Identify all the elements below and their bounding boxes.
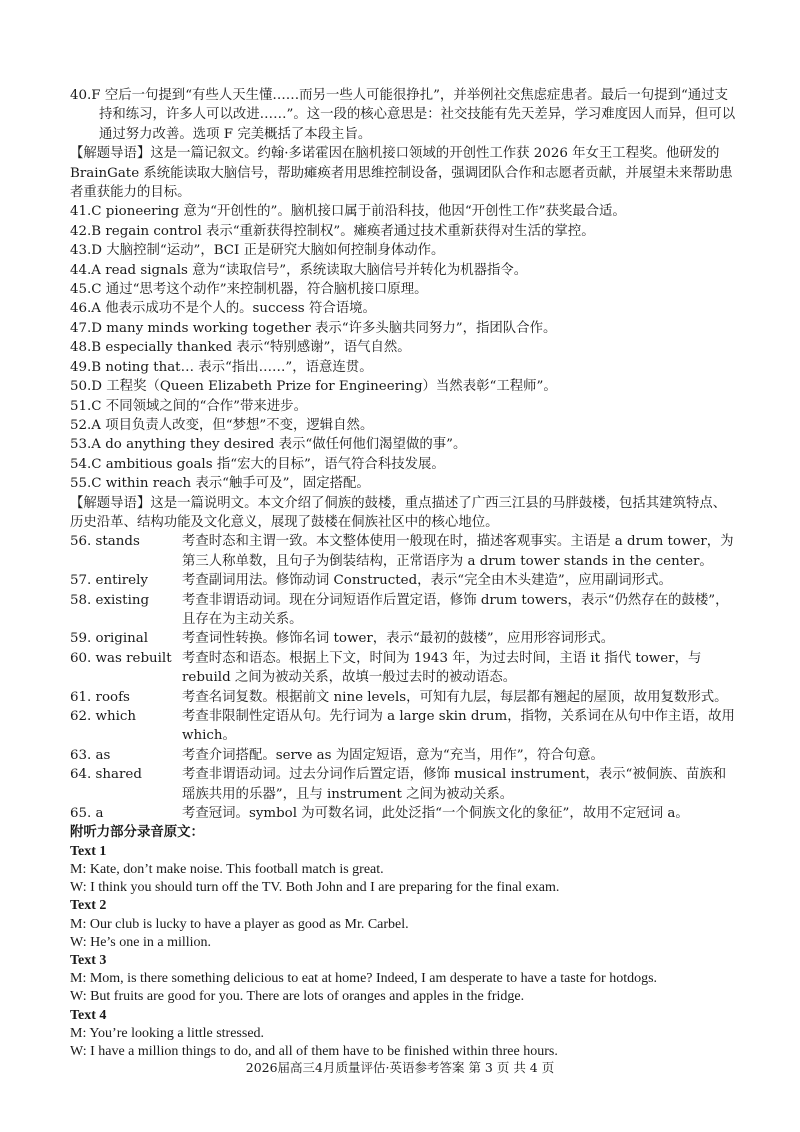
grammar-explanation: 考查冠词。symbol 为可数名词，此处泛指“一个侗族文化的象征”，故用不定冠词 a。 — [182, 806, 689, 822]
cloze-answer-48: 48.B especially thanked 表示“特别感谢”，语气自然。 — [70, 340, 411, 356]
grammar-explanation: 考查介词搭配。serve as 为固定短语，意为“充当，用作”，符合句意。 — [182, 747, 604, 763]
grammar-explanation: 考查时态和主谓一致。本文整体使用一般现在时，描述客观事实。主语是 a drum tower，为第三人称单数，且句子为倒装结构，正常语序为 a drum tower stands in the center。 — [182, 534, 734, 569]
page-footer: 2026届高三4月质量评估·英语参考答案 第 3 页 共 4 页 — [245, 1060, 555, 1075]
dialogue-line: M: Mom, is there something delicious to eat at home? Indeed, I am desperate to have a taste for hotdogs. — [70, 971, 658, 987]
cloze-answer-50: 50.D 工程奖（Queen Elizabeth Prize for Engineering）当然表彰“工程师”。 — [70, 379, 557, 395]
grammar-key: 56. stands — [70, 534, 140, 550]
answer-40-label: 40.F — [70, 88, 101, 103]
cloze-answer-46: 46.A 他表示成功不是个人的。success 符合语境。 — [70, 301, 376, 317]
grammar-answer-56 — [70, 532, 738, 571]
cloze-answer-54: 54.C ambitious goals 指“宏大的目标”，语气符合科技发展。 — [70, 456, 445, 472]
listening-transcript-heading: 附听力部分录音原文： — [70, 824, 204, 841]
reading-guide-grammar: 【解题导语】这是一篇说明文。本文介绍了侗族的鼓楼，重点描述了广西三江县的马胖鼓楼，包括其建筑特点、历史沿革、结构功能及文化意义，展现了鼓楼在侗族社区中的核心地位。 — [70, 495, 727, 530]
grammar-key: 60. was rebuilt — [70, 650, 172, 666]
grammar-key: 62. which — [70, 709, 137, 724]
dialogue-line: W: But fruits are good for you. There are lots of oranges and apples in the fridge. — [70, 989, 525, 1005]
grammar-answer-65 — [70, 804, 738, 823]
cloze-answer-47: 47.D many minds working together 表示“许多头脑共同努力”，指团队合作。 — [70, 320, 557, 336]
grammar-answer-63 — [70, 746, 738, 765]
cloze-answer-55: 55.C within reach 表示“触手可及”，固定搭配。 — [70, 476, 370, 492]
grammar-answer-64 — [70, 765, 738, 804]
dialogue-line: M: You’re looking a little stressed. — [70, 1025, 265, 1041]
dialogue-line: W: I think you should turn off the TV. Both John and I are preparing for the final exam. — [70, 880, 560, 896]
page-content — [70, 86, 738, 1061]
dialogue-line: W: I have a million things to do, and all of them have to be finished within three hours. — [70, 1044, 558, 1060]
grammar-key: 64. shared — [70, 767, 142, 783]
grammar-key: 65. a — [70, 806, 104, 822]
grammar-key: 58. existing — [70, 592, 150, 608]
grammar-answers — [70, 532, 738, 823]
grammar-key: 63. as — [70, 747, 111, 763]
cloze-answer-42: 42.B regain control 表示“重新获得控制权”。瘫痪者通过技术重新获得对生活的掌控。 — [70, 223, 595, 239]
answer-40 — [70, 86, 738, 144]
grammar-answer-59 — [70, 629, 738, 648]
cloze-answer-53: 53.A do anything they desired 表示“做任何他们渴望做的事”。 — [70, 437, 467, 453]
grammar-explanation: 考查非谓语动词。过去分词作后置定语，修饰 musical instrument，表示“被侗族、苗族和瑶族共用的乐器”，且与 instrument 之间为被动关系。 — [182, 767, 727, 802]
grammar-key: 61. roofs — [70, 689, 130, 705]
text-title: Text 1 — [70, 843, 107, 859]
grammar-explanation: 考查副词用法。修饰动词 Constructed，表示“完全由木头建造”，应用副词形式。 — [182, 573, 672, 589]
cloze-answer-41: 41.C pioneering 意为“开创性的”。脑机接口属于前沿科技，他因“开创性工作”获奖最合适。 — [70, 204, 626, 220]
grammar-answer-61 — [70, 688, 738, 707]
grammar-explanation: 考查非限制性定语从句。先行词为 a large skin drum，指物，关系词在从句中作主语，故用 which。 — [182, 709, 735, 744]
grammar-explanation: 考查非谓语动词。现在分词短语作后置定语，修饰 drum towers，表示“仍然存在的鼓楼”，且存在为主动关系。 — [182, 592, 729, 627]
cloze-answer-45: 45.C 通过“思考这个动作”来控制机器，符合脑机接口原理。 — [70, 282, 428, 298]
cloze-answer-43: 43.D 大脑控制“运动”，BCI 正是研究大脑如何控制身体动作。 — [70, 243, 445, 259]
cloze-answer-51: 51.C 不同领域之间的“合作”带来进步。 — [70, 398, 307, 414]
answer-40-text: 空后一句提到“有些人天生懂……而另一些人可能很挣扎”，并举例社交焦虑症患者。最后一句提到“通过支持和练习，许多人可以改进……”。这一段的核心意思是：社交技能有先天差异，学习难度因人而异，但可以通过努力改善。选项 F 完美概括了本段主旨。 — [99, 88, 736, 142]
grammar-answer-58 — [70, 591, 738, 630]
grammar-answer-57 — [70, 571, 738, 590]
cloze-answers — [70, 202, 738, 493]
reading-guide-cloze: 【解题导语】这是一篇记叙文。约翰·多诺霍因在脑机接口领域的开创性工作获 2026 年女王工程奖。他研发的 BrainGate 系统能读取大脑信号，帮助瘫痪者用思维控制设备，强调团队合作和志愿者贡献，并展望未来帮助患者重获能力的目标。 — [70, 146, 733, 201]
grammar-explanation: 考查名词复数。根据前文 nine levels，可知有九层，每层都有翘起的屋顶，故用复数形式。 — [182, 689, 728, 705]
dialogue-line: M: Kate, don’t make noise. This football match is great. — [70, 862, 384, 878]
text-title: Text 4 — [70, 1007, 107, 1023]
dialogue-line: W: He’s one in a million. — [70, 934, 212, 950]
grammar-key: 59. original — [70, 631, 149, 647]
dialogue-line: M: Our club is lucky to have a player as good as Mr. Carbel. — [70, 916, 409, 932]
grammar-answer-62 — [70, 707, 738, 746]
listening-transcripts — [70, 843, 738, 1061]
grammar-answer-60 — [70, 649, 738, 688]
text-title: Text 3 — [70, 953, 107, 969]
cloze-answer-44: 44.A read signals 意为“读取信号”，系统读取大脑信号并转化为机器指令。 — [70, 262, 528, 278]
text-title: Text 2 — [70, 898, 107, 914]
grammar-key: 57. entirely — [70, 573, 148, 589]
grammar-explanation: 考查时态和语态。根据上下文，时间为 1943 年，为过去时间，主语 it 指代 tower，与 rebuild 之间为被动关系，故填一般过去时的被动语态。 — [182, 650, 702, 686]
cloze-answer-49: 49.B noting that… 表示“指出……”，语意连贯。 — [70, 359, 373, 375]
grammar-explanation: 考查词性转换。修饰名词 tower，表示“最初的鼓楼”，应用形容词形式。 — [182, 631, 615, 647]
cloze-answer-52: 52.A 项目负责人改变，但“梦想”不变，逻辑自然。 — [70, 417, 374, 433]
